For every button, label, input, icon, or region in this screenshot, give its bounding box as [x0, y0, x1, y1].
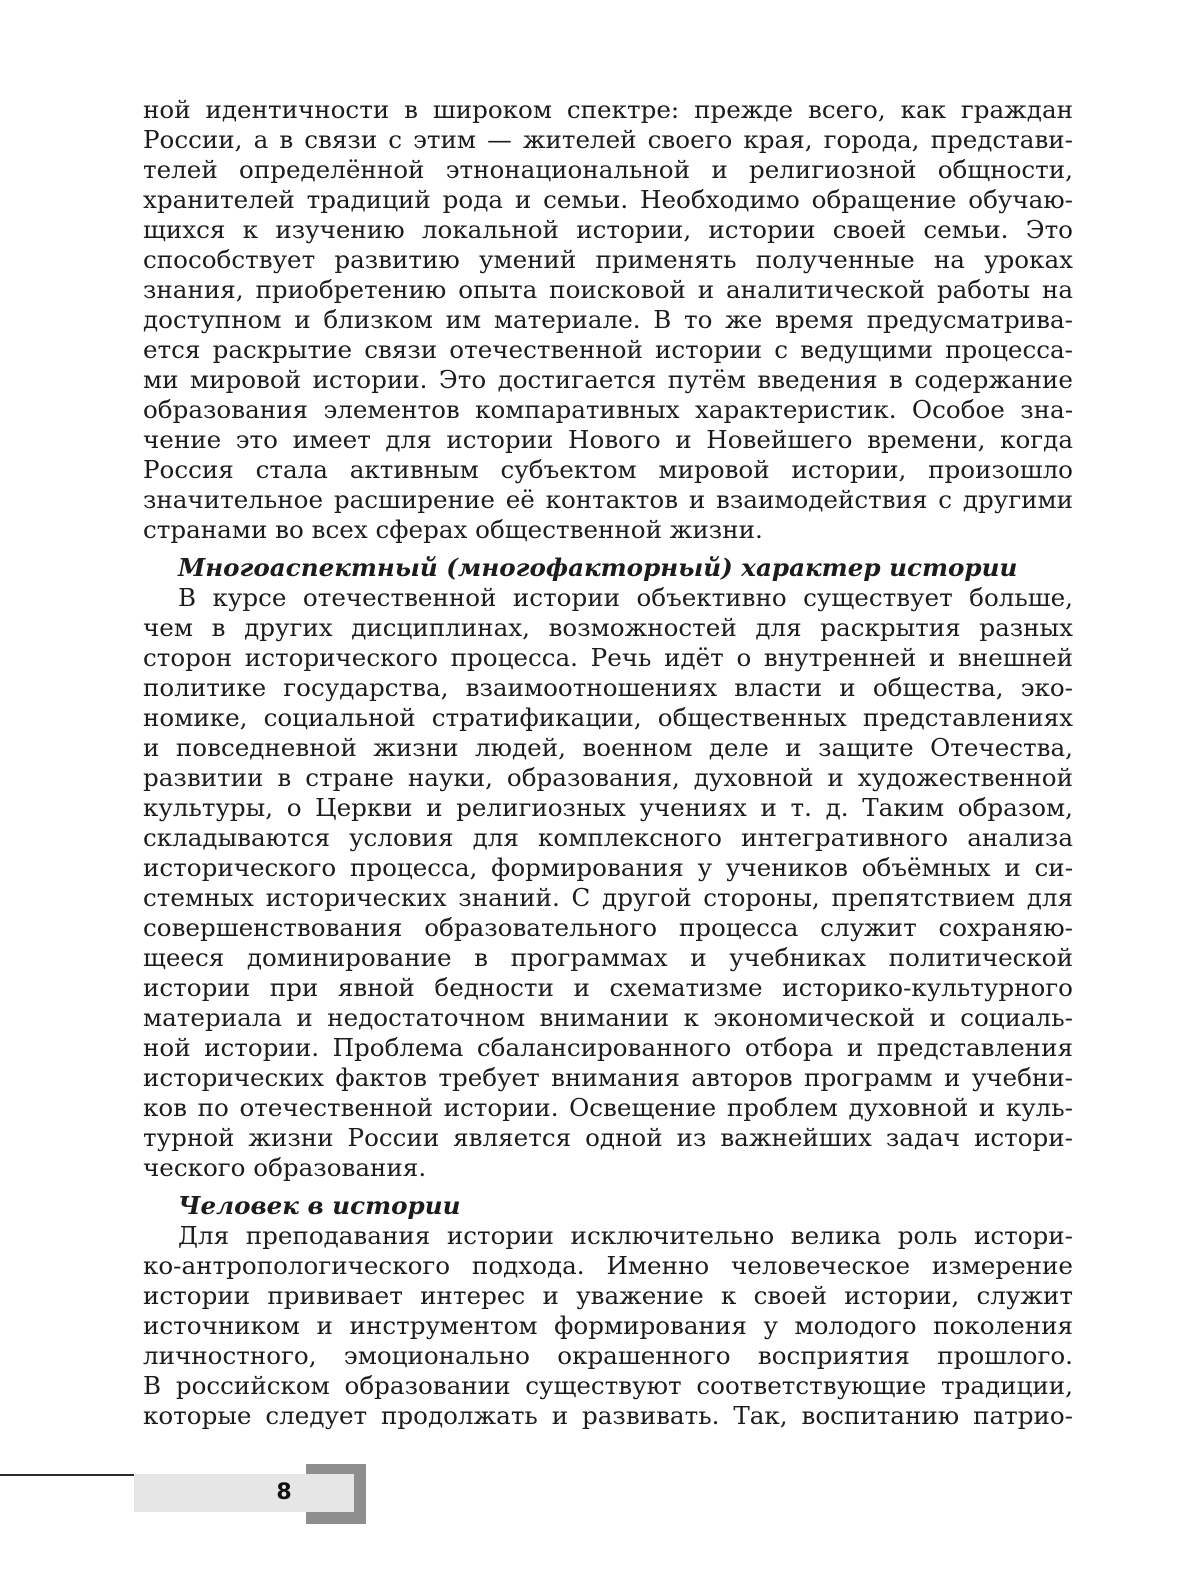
text-line: знания, приобретению опыта поисковой и аналитической работы на [143, 275, 1073, 304]
page-number: 8 [276, 1480, 292, 1505]
text-line: ков по отечественной истории. Освещение проблем духовной и куль- [143, 1093, 1073, 1122]
text-line: способствует развитию умений применять полученные на уроках [143, 245, 1073, 274]
text-line: сторон исторического процесса. Речь идёт о внутренней и внешней [143, 643, 1073, 672]
text-line: турной жизни России является одной из важнейших задач истори- [143, 1123, 1073, 1152]
text-line: и повседневной жизни людей, военном деле и защите Отечества, [143, 733, 1073, 762]
text-line: ной идентичности в широком спектре: прежде всего, как граждан [143, 95, 1073, 124]
text-line: России, а в связи с этим — жителей своего края, города, представи- [143, 125, 1073, 154]
section-heading: Человек в истории [178, 1191, 461, 1220]
text-line: В курсе отечественной истории объективно существует больше, [178, 583, 1073, 612]
text-line: ко-антропологического подхода. Именно человеческое измерение [143, 1251, 1073, 1280]
text-line: культуры, о Церкви и религиозных учениях и т. д. Таким образом, [143, 793, 1073, 822]
section-heading: Многоаспектный (многофакторный) характер истории [178, 553, 1018, 582]
text-line: совершенствования образовательного процесса служит сохраняю- [143, 913, 1073, 942]
text-line: щихся к изучению локальной истории, истории своей семьи. Это [143, 215, 1073, 244]
text-line: чем в других дисциплинах, возможностей для раскрытия разных [143, 613, 1073, 642]
text-line: телей определённой этнонациональной и религиозной общности, [143, 155, 1073, 184]
text-line: исторического процесса, формирования у учеников объёмных и си- [143, 853, 1073, 882]
text-line: политике государства, взаимоотношениях власти и общества, эко- [143, 673, 1073, 702]
text-line: ной истории. Проблема сбалансированного отбора и представления [143, 1033, 1073, 1062]
text-line: доступном и близком им материале. В то же время предусматрива- [143, 305, 1073, 334]
text-line: ми мировой истории. Это достигается путём введения в содержание [143, 365, 1073, 394]
text-line: чение это имеет для истории Нового и Новейшего времени, когда [143, 425, 1073, 454]
section-person-in-history [143, 1191, 1073, 1431]
text-line: щееся доминирование в программах и учебниках политической [143, 943, 1073, 972]
text-line: которые следует продолжать и развивать. Так, воспитанию патрио- [143, 1401, 1073, 1430]
text-line: ется раскрытие связи отечественной истории с ведущими процесса- [143, 335, 1073, 364]
section-multifactor [143, 553, 1073, 1183]
text-line: личностного, эмоционально окрашенного восприятия прошлого. [143, 1341, 1073, 1370]
paragraph-identity [143, 95, 1073, 545]
text-line: материала и недостаточном внимании к экономической и социаль- [143, 1003, 1073, 1032]
text-line: ческого образования. [143, 1153, 427, 1182]
page-number-plate [134, 1474, 354, 1512]
text-line: Для преподавания истории исключительно велика роль истори- [178, 1221, 1073, 1250]
text-line: источником и инструментом формирования у молодого поколения [143, 1311, 1073, 1340]
text-line: складываются условия для комплексного интегративного анализа [143, 823, 1073, 852]
text-line: развитии в стране науки, образования, духовной и художественной [143, 763, 1073, 792]
text-line: странами во всех сферах общественной жизни. [143, 515, 763, 544]
text-line: образования элементов компаративных характеристик. Особое зна- [143, 395, 1073, 424]
text-line: номике, социальной стратификации, общественных представлениях [143, 703, 1073, 732]
text-line: Россия стала активным субъектом мировой истории, произошло [143, 455, 1073, 484]
text-line: истории при явной бедности и схематизме историко-культурного [143, 973, 1073, 1002]
text-line: В российском образовании существуют соответствующие традиции, [143, 1371, 1073, 1400]
text-line: истории прививает интерес и уважение к своей истории, служит [143, 1281, 1073, 1310]
text-line: исторических фактов требует внимания авторов программ и учебни- [143, 1063, 1073, 1092]
text-line: хранителей традиций рода и семьи. Необходимо обращение обучаю- [143, 185, 1073, 214]
text-line: значительное расширение её контактов и взаимодействия с другими [143, 485, 1073, 514]
text-line: стемных исторических знаний. С другой стороны, препятствием для [143, 883, 1073, 912]
